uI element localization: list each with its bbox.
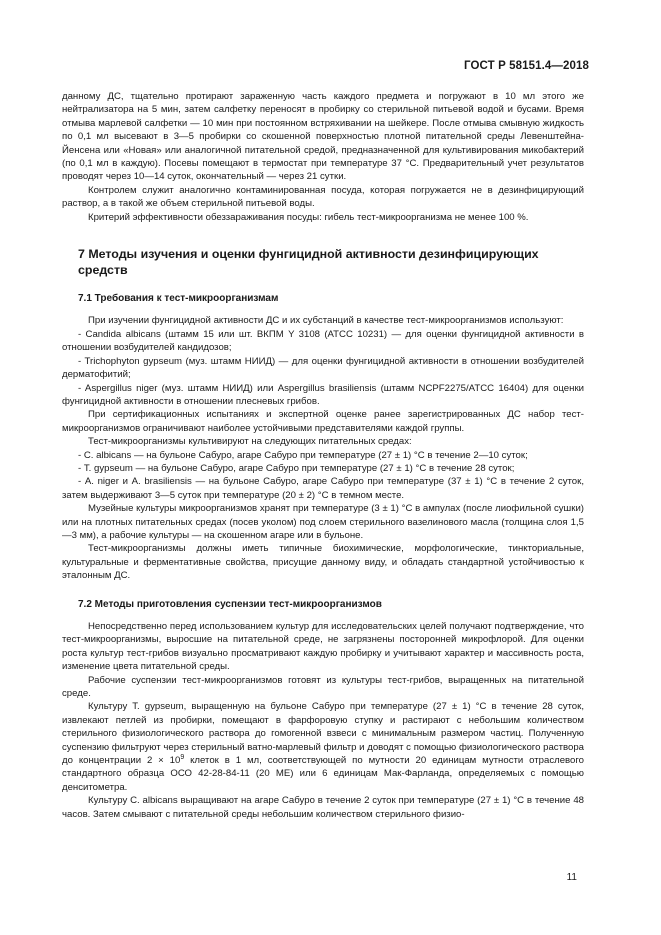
- text-span: клеток в 1 мл, соответствующей по мутности 20 единицам мутности отраслевого стандартного образца ОСО 42-28-84-11 (20 МЕ) или 6 единицам Мак-Фарланда, определяемых с помощью денситометра.: [62, 755, 584, 793]
- paragraph: Контролем служит аналогично контаминированная посуда, которая погружается не в дезинфицирующий раствор, а в такой же объем стерильной питьевой воды.: [62, 184, 584, 210]
- section-7-2-heading: 7.2 Методы приготовления суспензии тест-микроорганизмов: [78, 598, 382, 610]
- document-header: ГОСТ Р 58151.4—2018: [464, 60, 589, 72]
- paragraph: При изучении фунгицидной активности ДС и их субстанций в качестве тест-микроорганизмов используют:: [88, 315, 564, 327]
- paragraph: данному ДС, тщательно протирают зараженную часть каждого предмета и погружают в 10 мл этого же нейтрализатора на 5 мин, затем салфетку переносят в пробирку со стерильной питьевой водой и бусами. Время отмыва марлевой салфетки — 10 мин при постоянном встряхивании на шейкере. После отмыва смывную жидкость по 0,1 мл высевают в 3—5 пробирки со скошенной поверхностью плотной питательной среды Левенштейна-Йенсена или «Новая» или аналогичной питательной средой, предназначенной для культивирования микобактерий (по 0,1 мл в каждую). Посевы помещают в термостат при температуре 37 °С. Предварительный учет результатов проводят через 10—14 суток, окончательный — через 21 сутки.: [62, 91, 584, 183]
- paragraph: Рабочие суспензии тест-микроорганизмов готовят из культуры тест-грибов, выращенных на питательной среде.: [62, 674, 584, 700]
- paragraph: При сертификационных испытаниях и экспертной оценке ранее зарегистрированных ДС набор тест-микроорганизмов ограничивают наиболее устойчивыми представителями каждой группы.: [62, 409, 584, 434]
- text-span: Культуру Т. gypseum, выращенную на бульоне Сабуро при температуре (27 ± 1) °С в течение 28 суток, извлекают петлей из пробирки, помещают в фарфоровую ступку и растирают с небольшим количеством стерильного физиологического раствора до гомогенной взвеси с минимальным размером частиц. Полученную суспензию фильтруют через стерильный ватно-марлевый фильтр и доводят с помощью физиологического раствора до концентрации 2 × 10: [62, 701, 584, 767]
- list-item: - Candida albicans (штамм 15 или шт. ВКПМ Y 3108 (АТСС 10231) — для оценки фунгицидной активности в отношении возбудителей кандидозов;: [62, 328, 584, 354]
- page-number: 11: [566, 872, 577, 883]
- paragraph: Музейные культуры микроорганизмов хранят при температуре (3 ± 1) °С в ампулах (после лиофильной сушки) или на плотных питательных средах (посев уколом) под слоем стерильного вазелинового масла (толщина слоя 1,5—3 мм), а рабочие культуры — на скошенном агаре или в бульоне.: [62, 503, 584, 541]
- paragraph: Культуру С. albicans выращивают на агаре Сабуро в течение 2 суток при температуре (27 ± 1) °С в течение 48 часов. Затем смывают с питательной среды небольшим количеством стерильного физио-: [62, 795, 584, 820]
- section-7-heading: 7 Методы изучения и оценки фунгицидной активности дезинфицирующих средств: [78, 247, 539, 278]
- list-item: - Т. gypseum — на бульоне Сабуро, агаре Сабуро при температуре (27 ± 1) °С в течение 28 суток;: [78, 462, 515, 474]
- paragraph: Критерий эффективности обеззараживания посуды: гибель тест-микроорганизма не менее 100 %.: [88, 211, 529, 223]
- list-item: - Aspergillus niger (муз. штамм НИИД) или Aspergillus brasiliensis (штамм NCPF2275/ATCC 16404) для оценки фунгицидной активности в отношении плесневых грибов.: [62, 382, 584, 407]
- superscript: 9: [180, 753, 185, 761]
- list-item: - С. albicans — на бульоне Сабуро, агаре Сабуро при температуре (27 ± 1) °С в течение 2—10 суток;: [78, 449, 528, 461]
- list-item: - Trichophyton gypseum (муз. штамм НИИД) — для оценки фунгицидной активности в отношении возбудителей дерматофитий;: [62, 355, 584, 381]
- paragraph: Тест-микроорганизмы должны иметь типичные биохимические, морфологические, тинкториальные, культуральные и ферментативные свойства, присущие данному виду, и обладать стандартной устойчивостью к эталонным ДС.: [62, 543, 584, 582]
- section-7-1-heading: 7.1 Требования к тест-микроорганизмам: [78, 293, 279, 305]
- list-item: - А. niger и А. brasiliensis — на бульоне Сабуро, агаре Сабуро при температуре (37 ± 1) °С в течение 2 суток, затем выдерживают 3—5 суток при температуре (20 ± 2) °С в темном месте.: [62, 476, 584, 501]
- paragraph: Тест-микроорганизмы культивируют на следующих питательных средах:: [88, 436, 412, 448]
- paragraph: [62, 700, 584, 794]
- paragraph: Непосредственно перед использованием культур для исследовательских целей получают подтверждение, что тест-микроорганизмы, выросшие на питательной среде, не загрязнены посторонней микрофлорой. Для оценки роста культур тест-грибов визуально просматривают каждую пробирку и учитывают характер и массивность роста, изменение цвета питательной среды.: [62, 621, 584, 673]
- document-body: [62, 90, 584, 821]
